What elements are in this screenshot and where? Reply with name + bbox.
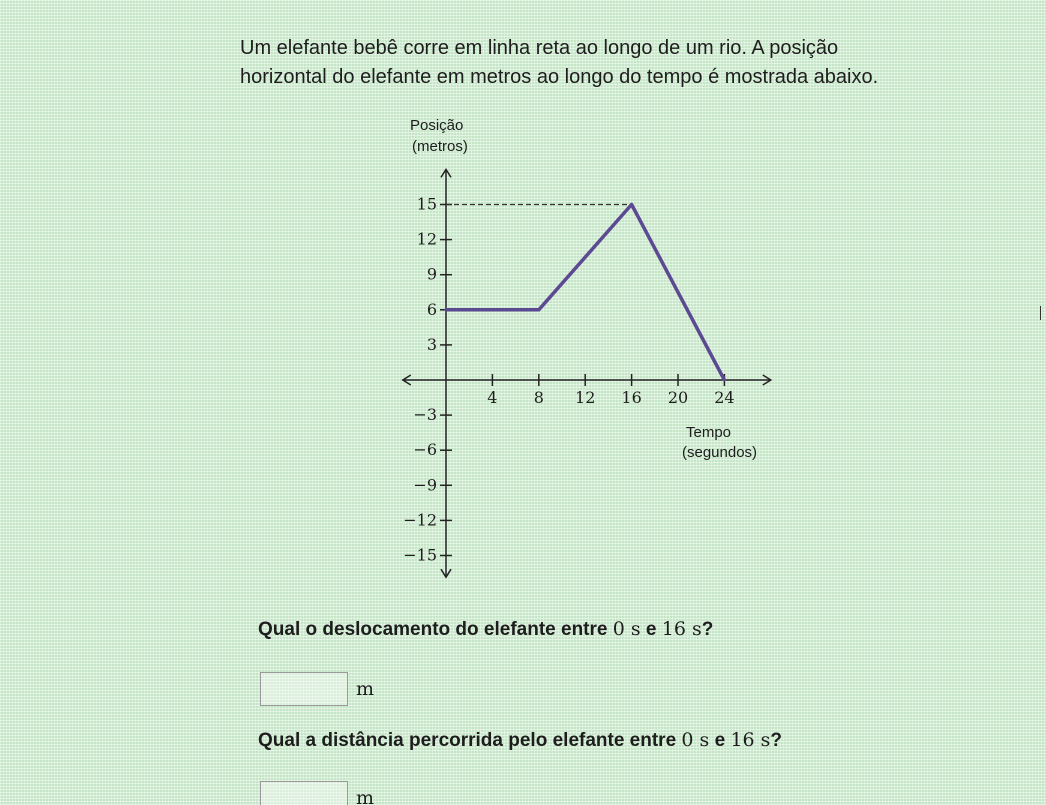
x-tick-label-20: 20 bbox=[667, 388, 689, 407]
y-axis-label-line2: (metros) bbox=[412, 138, 468, 155]
data-point-8 bbox=[537, 308, 540, 311]
y-tick-label-3: 3 bbox=[426, 334, 437, 354]
y-tick-label--6: −6 bbox=[413, 440, 437, 460]
x-tick-label-12: 12 bbox=[575, 388, 596, 407]
x-axis-label-line2: (segundos) bbox=[682, 444, 758, 461]
question-1-mark: ? bbox=[701, 619, 714, 640]
position-series-line bbox=[446, 205, 724, 381]
question-2-time-start: 0 s bbox=[681, 729, 710, 751]
question-2-mark: ? bbox=[770, 730, 783, 751]
displacement-unit: m bbox=[356, 678, 375, 700]
y-axis-label-line1: Posição bbox=[410, 117, 464, 134]
question-displacement bbox=[258, 618, 713, 641]
question-1-time-end: 16 s bbox=[661, 618, 702, 640]
question-1-time-start: 0 s bbox=[612, 618, 641, 640]
intro-line-2: horizontal do elefante em metros ao longo do tempo é mostrada abaixo. bbox=[240, 66, 879, 88]
x-axis-label-line1: Tempo bbox=[686, 424, 732, 441]
question-1-conj: e bbox=[640, 619, 662, 640]
displacement-answer-input[interactable] bbox=[260, 672, 348, 706]
distance-answer-input[interactable] bbox=[260, 781, 348, 805]
x-tick-label-8: 8 bbox=[533, 388, 544, 407]
y-tick-label--3: −3 bbox=[413, 405, 437, 425]
question-2-conj: e bbox=[709, 730, 731, 751]
y-tick-label-6: 6 bbox=[426, 299, 437, 319]
y-tick-label-9: 9 bbox=[426, 264, 437, 284]
question-distance bbox=[258, 729, 782, 752]
y-tick-label--12: −12 bbox=[403, 510, 437, 530]
x-tick-label-4: 4 bbox=[487, 388, 498, 407]
x-tick-label-24: 24 bbox=[714, 388, 735, 407]
y-tick-label-15: 15 bbox=[416, 194, 437, 214]
data-point-24 bbox=[723, 379, 726, 382]
y-tick-label--15: −15 bbox=[403, 545, 437, 565]
question-2-time-end: 16 s bbox=[730, 729, 771, 751]
intro-line-1: Um elefante bebê corre em linha reta ao longo de um rio. A posição bbox=[240, 37, 839, 59]
data-point-16 bbox=[630, 203, 633, 206]
y-tick-label--9: −9 bbox=[413, 475, 437, 495]
x-tick-label-16: 16 bbox=[621, 388, 642, 407]
question-1-text: Qual o deslocamento do elefante entre bbox=[258, 619, 613, 640]
y-tick-label-12: 12 bbox=[416, 229, 437, 249]
distance-unit: m bbox=[356, 787, 375, 805]
cursor-mark bbox=[1040, 306, 1041, 320]
data-point-0 bbox=[445, 308, 448, 311]
question-2-text: Qual a distância percorrida pelo elefante entre bbox=[258, 730, 682, 751]
